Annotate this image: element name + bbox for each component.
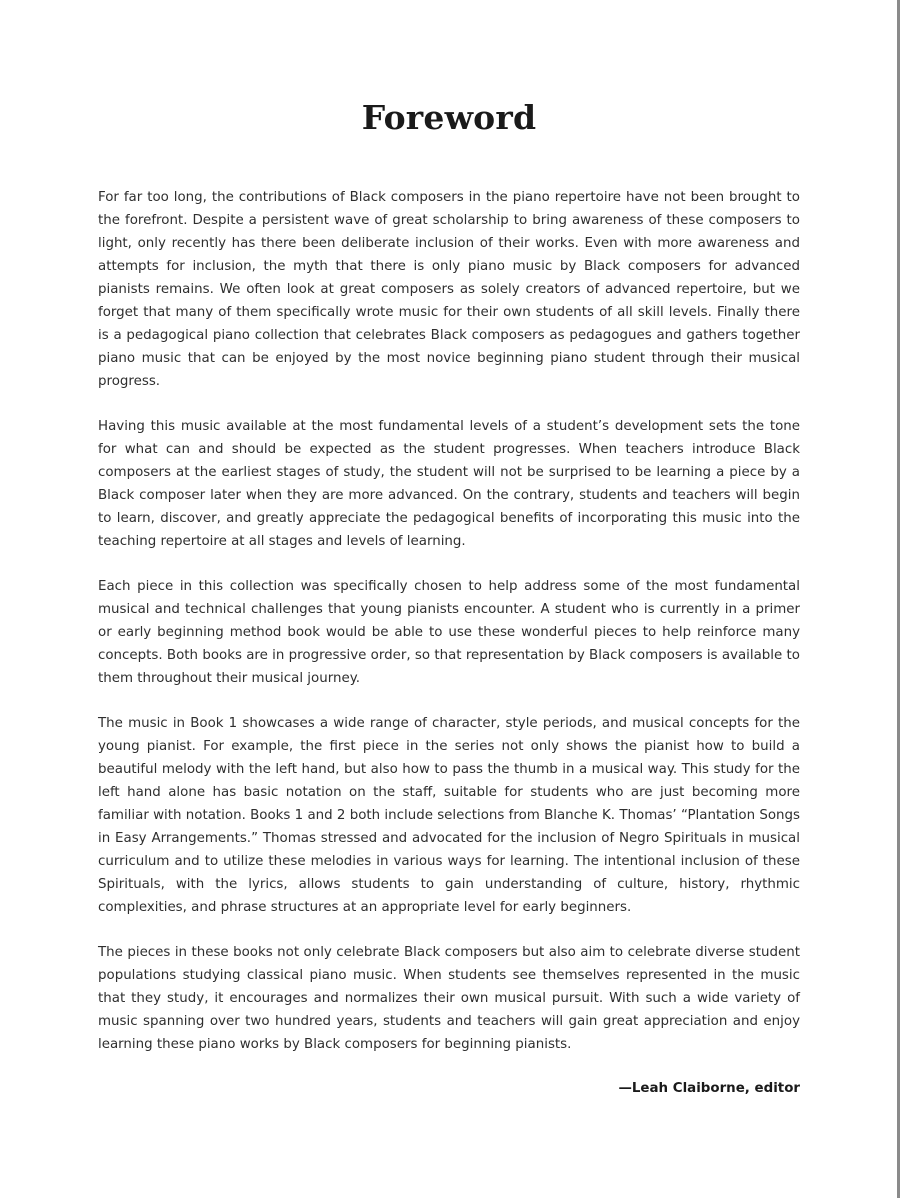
paragraph-3: Each piece in this collection was specifically chosen to help address some of the most fundamental musical and technical challenges that young pianists encounter. A student who is currently in a primer or early beginning method book would be able to use these wonderful pieces to help reinforce many concepts. Both books are in progressive order, so that representation by Black composers is available to them throughout their musical journey. <box>98 579 800 686</box>
paragraph-2: Having this music available at the most fundamental levels of a student’s development sets the tone for what can and should be expected as the student progresses. When teachers introduce Black composers at the earliest stages of study, the student will not be surprised to be learning a piece by a Black composer later when they are more advanced. On the contrary, students and teachers will begin to learn, discover, and greatly appreciate the pedagogical benefits of incorporating this music into the teaching repertoire at all stages and levels of learning. <box>98 419 800 549</box>
page-title: Foreword <box>361 98 537 137</box>
foreword-page <box>98 96 800 1100</box>
paragraph-1: For far too long, the contributions of Black composers in the piano repertoire have not been brought to the forefront. Despite a persistent wave of great scholarship to bring awareness of these composers to light, only recently has there been deliberate inclusion of their works. Even with more awareness and attempts for inclusion, the myth that there is only piano music by Black composers for advanced pianists remains. We often look at great composers as solely creators of advanced repertoire, but we forget that many of them specifically wrote music for their own students of all skill levels. Finally there is a pedagogical piano collection that celebrates Black composers as pedagogues and gathers together piano music that can be enjoyed by the most novice beginning piano student through their musical progress. <box>98 190 800 389</box>
editor-signature: —Leah Claiborne, editor <box>618 1081 800 1096</box>
paragraph-4: The music in Book 1 showcases a wide range of character, style periods, and musical concepts for the young pianist. For example, the first piece in the series not only shows the pianist how to build a beautiful melody with the left hand, but also how to pass the thumb in a musical way. This study for the left hand alone has basic notation on the staff, suitable for students who are just becoming more familiar with notation. Books 1 and 2 both include selections from Blanche K. Thomas’ “Plantation Songs in Easy Arrangements.” Thomas stressed and advocated for the inclusion of Negro Spirituals in musical curriculum and to utilize these melodies in various ways for learning. The intentional inclusion of these Spirituals, with the lyrics, allows students to gain understanding of culture, history, rhythmic complexities, and phrase structures at an appropriate level for early beginners. <box>98 716 800 915</box>
paragraph-5: The pieces in these books not only celebrate Black composers but also aim to celebrate diverse student populations studying classical piano music. When students see themselves represented in the music that they study, it encourages and normalizes their own musical pursuit. With such a wide variety of music spanning over two hundred years, students and teachers will gain great appreciation and enjoy learning these piano works by Black composers for beginning pianists. <box>98 945 800 1052</box>
